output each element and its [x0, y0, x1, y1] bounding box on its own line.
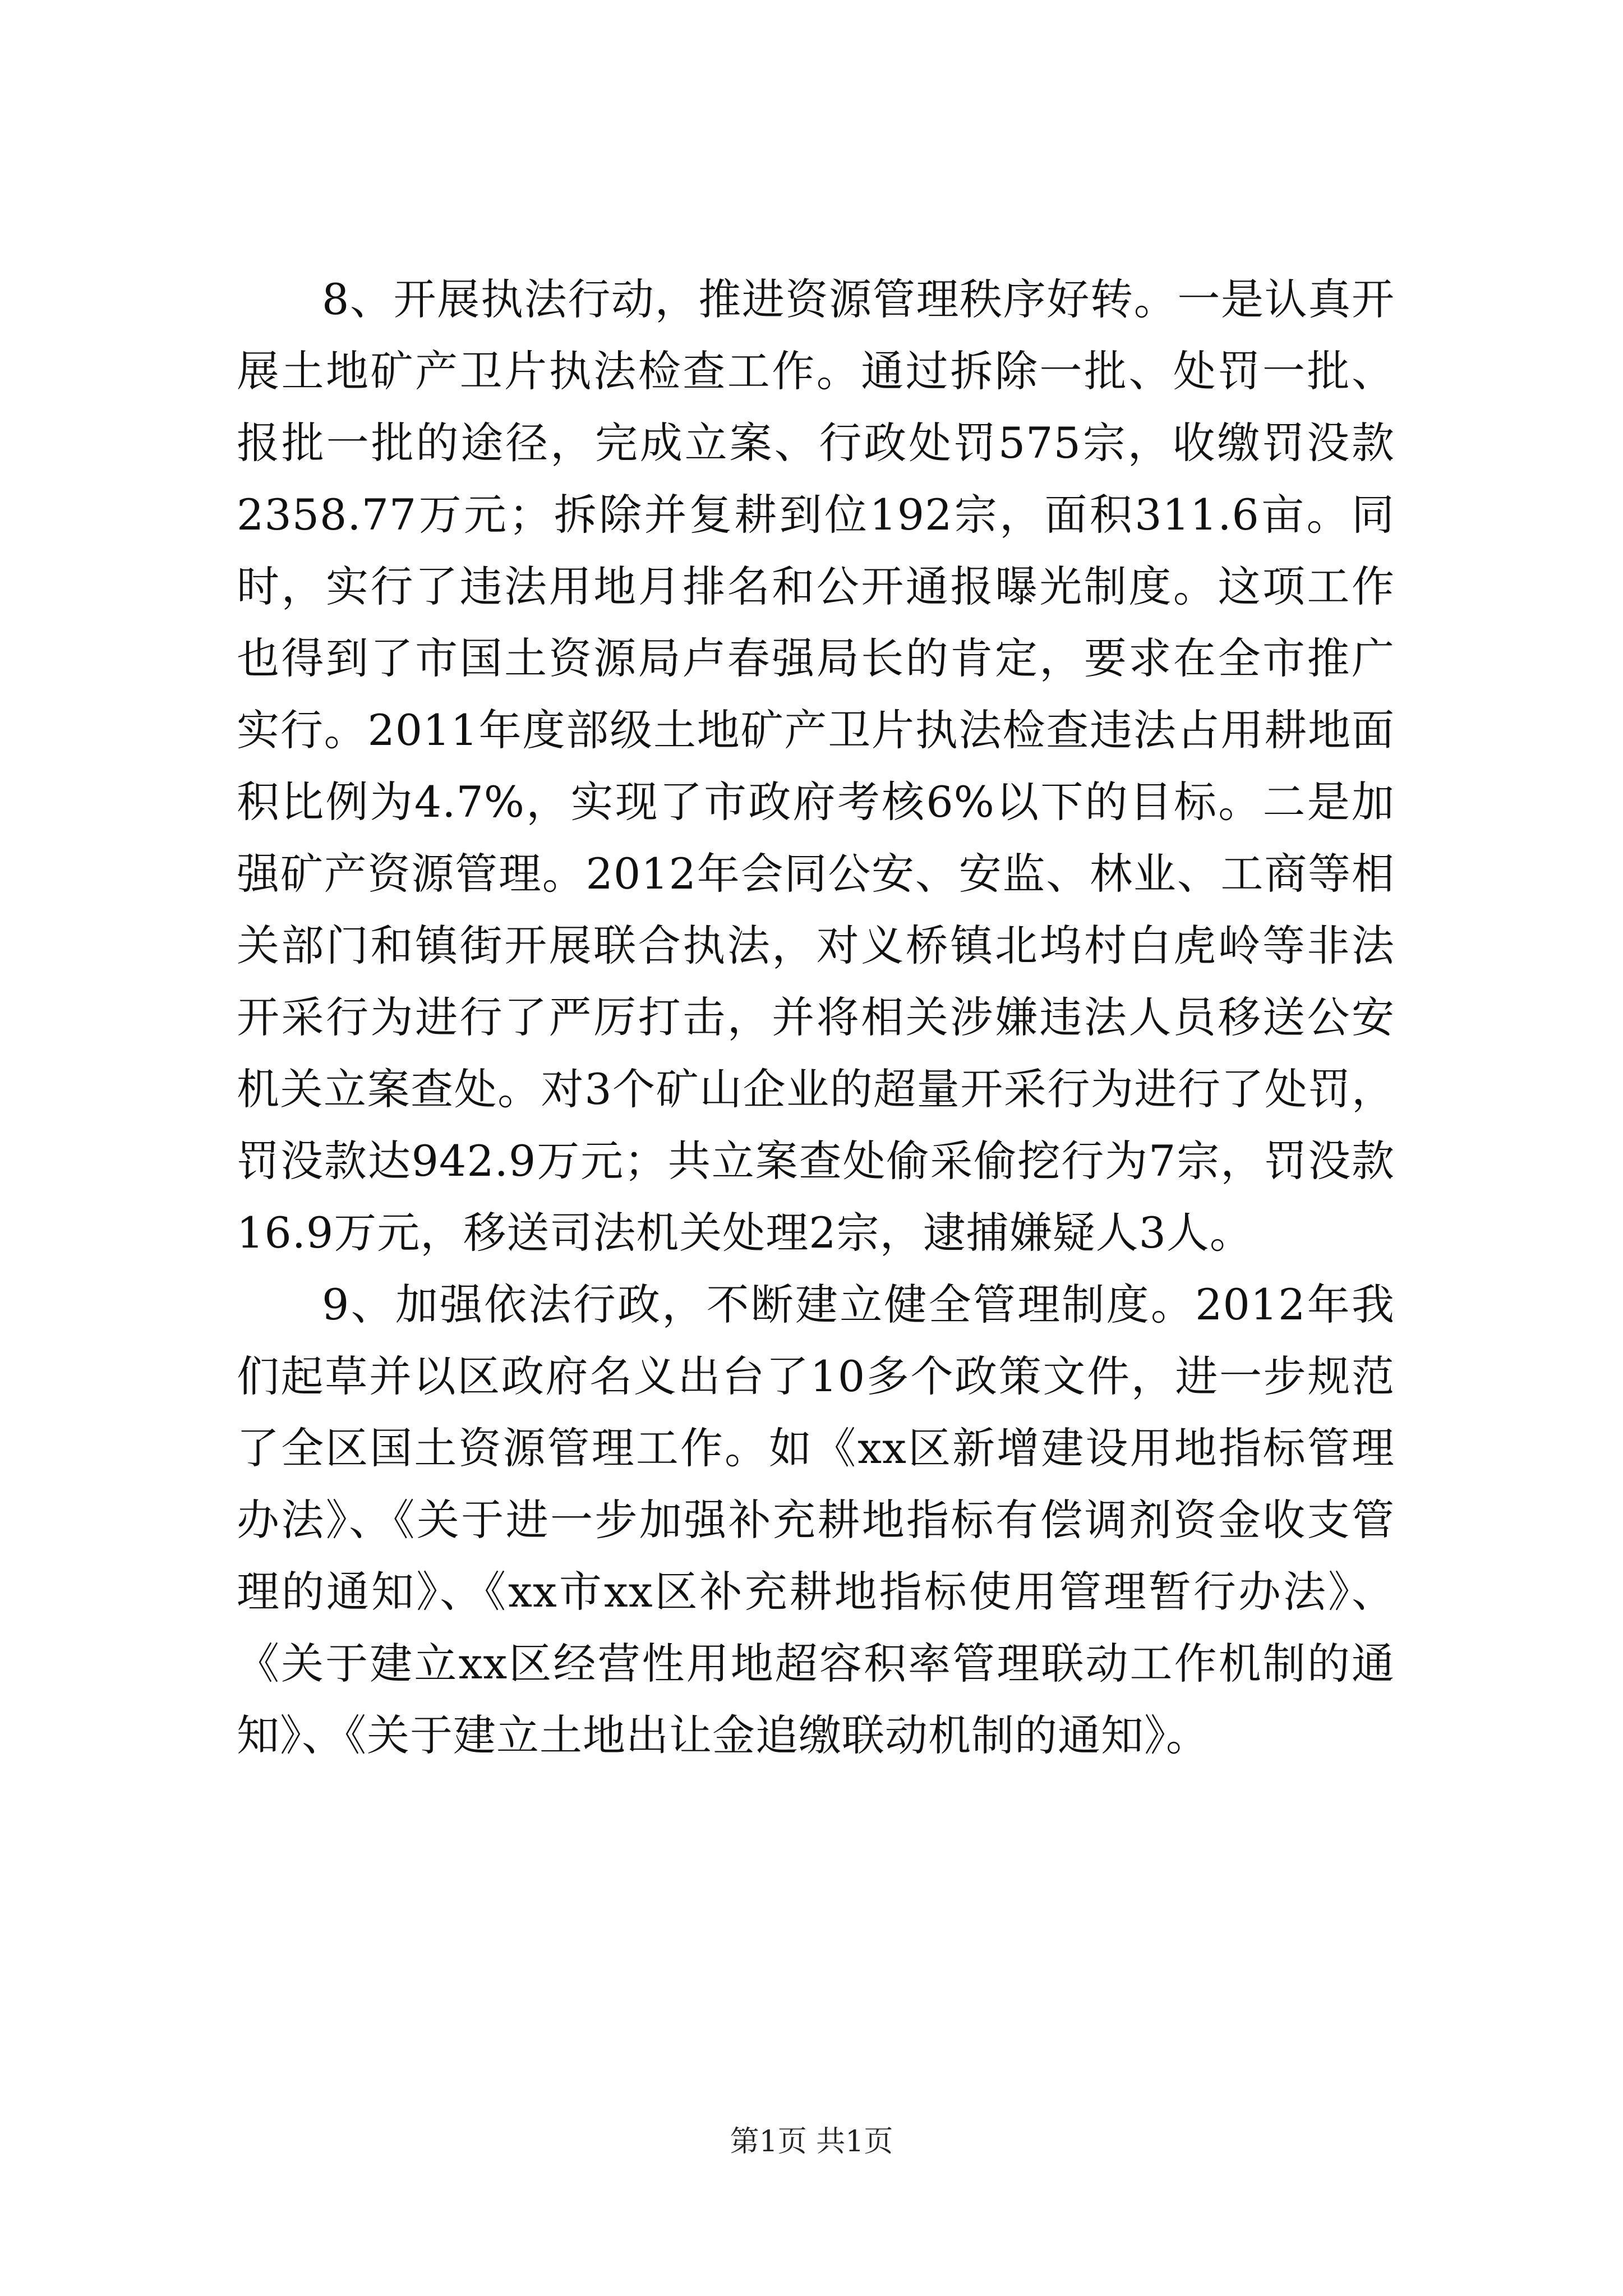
paragraph-8-enforcement: 8、开展执法行动，推进资源管理秩序好转。一是认真开展土地矿产卫片执法检查工作。通过拆除一批、处罚一批、报批一批的途径，完成立案、行政处罚575宗，收缴罚没款2358.77万元；拆除并复耕到位192宗，面积311.6亩。同时，实行了违法用地月排名和公开通报曝光制度。这项工作也得到了市国土资源局卢春强局长的肯定，要求在全市推广实行。2011年度部级土地矿产卫片执法检查违法占用耕地面积比例为4.7%，实现了市政府考核6%以下的目标。二是加强矿产资源管理。2012年会同公安、安监、林业、工商等相关部门和镇街开展联合执法，对义桥镇北坞村白虎岭等非法开采行为进行了严厉打击，并将相关涉嫌违法人员移送公安机关立案查处。对3个矿山企业的超量开采行为进行了处罚，罚没款达942.9万元；共立案查处偷采偷挖行为7宗，罚没款16.9万元，移送司法机关处理2宗，逮捕嫌疑人3人。 — [237, 274, 1395, 1258]
paragraph-9-legal-administration: 9、加强依法行政，不断建立健全管理制度。2012年我们起草并以区政府名义出台了10多个政策文件，进一步规范了全区国土资源管理工作。如《xx区新增建设用地指标管理办法》、《关于进一步加强补充耕地指标有偿调剂资金收支管理的通知》、《xx市xx区补充耕地指标使用管理暂行办法》、《关于建立xx区经营性用地超容积率管理联动工作机制的通知》、《关于建立土地出让金追缴联动机制的通知》。 — [237, 1280, 1395, 1760]
page-footer: 第1页 共1页 — [730, 2125, 893, 2159]
document-body — [237, 264, 1395, 1772]
